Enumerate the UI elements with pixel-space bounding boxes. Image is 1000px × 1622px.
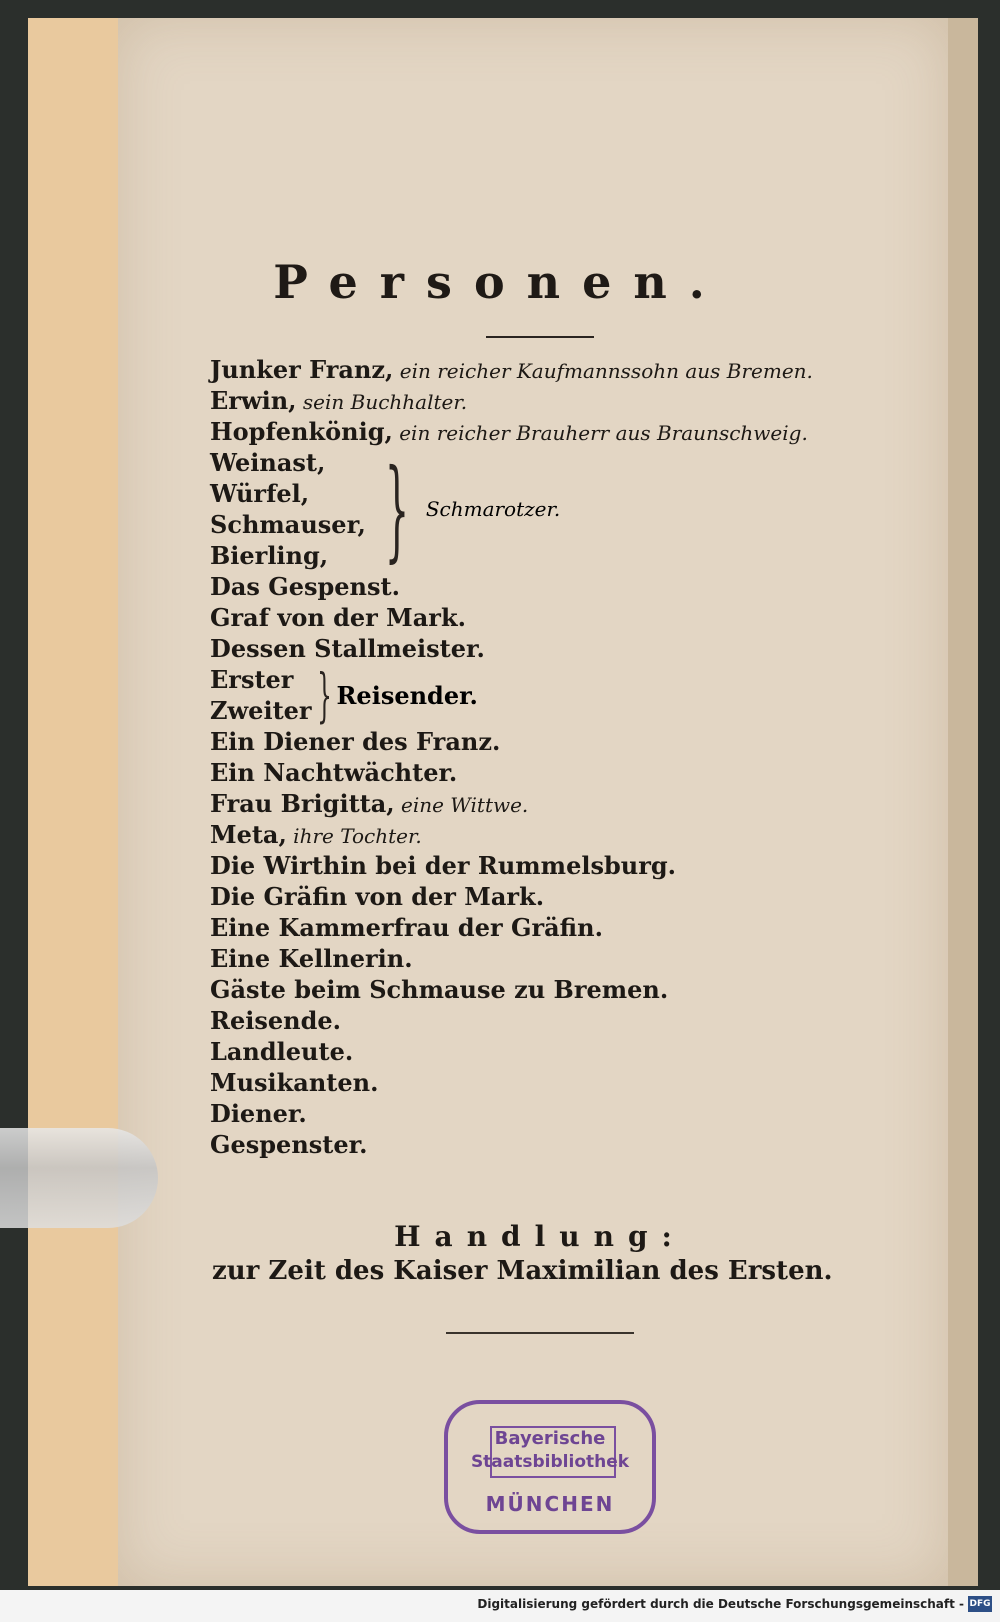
cast-list — [210, 354, 910, 1160]
cast-name: Ein Nachtwächter. — [210, 758, 458, 787]
cast-desc: ein reicher Brauherr aus Braunschweig. — [392, 421, 808, 445]
cast-entry — [210, 943, 910, 974]
handlung-time: zur Zeit des Kaiser Maximilian des Ersten. — [212, 1256, 833, 1286]
handlung-heading: Handlung: — [394, 1220, 686, 1253]
cast-name: Das Gespenst. — [210, 572, 400, 601]
cast-name: Eine Kellnerin. — [210, 944, 413, 973]
cast-entry — [210, 1067, 910, 1098]
cast-name: Gäste beim Schmause zu Bremen. — [210, 975, 669, 1004]
cast-entry — [210, 633, 910, 664]
cast-entry — [210, 974, 910, 1005]
cast-entry — [210, 571, 910, 602]
cast-name: Ein Diener des Franz. — [210, 727, 501, 756]
dfg-logo: DFG — [968, 1596, 992, 1612]
cast-desc: eine Wittwe. — [394, 793, 529, 817]
cast-entry — [210, 850, 910, 881]
stamp-line3: MÜNCHEN — [485, 1492, 615, 1516]
stamp-line2: Staatsbibliothek — [470, 1452, 630, 1472]
cast-entry — [210, 602, 910, 633]
cast-group-schmarotzer — [210, 447, 910, 571]
library-stamp — [444, 1400, 656, 1534]
cast-name: Landleute. — [210, 1037, 354, 1066]
cast-desc: ihre Tochter. — [286, 824, 422, 848]
cast-name: Eine Kammerfrau der Gräfin. — [210, 913, 603, 942]
cast-name: Frau Brigitta, — [210, 789, 395, 818]
cast-entry — [210, 385, 910, 416]
cast-name: Reisende. — [210, 1006, 341, 1035]
group-label: Schmarotzer. — [425, 497, 561, 521]
cast-group-reisender — [210, 661, 910, 729]
cast-entry — [210, 819, 910, 850]
cast-name: Die Wirthin bei der Rummelsburg. — [210, 851, 676, 880]
cast-entry — [210, 1036, 910, 1067]
cast-name: Gespenster. — [210, 1130, 368, 1159]
page-edge-strip — [28, 18, 120, 1586]
cast-entry — [210, 1129, 910, 1160]
stamp-line1: Bayerische — [494, 1428, 606, 1449]
cast-name: Junker Franz, — [210, 355, 394, 384]
cast-desc: ein reicher Kaufmannssohn aus Bremen. — [393, 359, 813, 383]
cast-entry — [210, 354, 910, 385]
cast-name: Hopfenkönig, — [210, 417, 393, 446]
cast-name: Zweiter — [210, 696, 312, 725]
cast-name: Diener. — [210, 1099, 307, 1128]
brace-icon: } — [316, 661, 332, 729]
cast-desc: sein Buchhalter. — [296, 390, 468, 414]
bottom-divider — [446, 1332, 634, 1334]
cast-entry — [210, 1005, 910, 1036]
cast-name: Weinast, — [210, 448, 326, 477]
cast-entry — [210, 416, 910, 447]
cast-entry — [210, 1098, 910, 1129]
footer-credit: Digitalisierung gefördert durch die Deutsche Forschungsgemeinschaft - — [477, 1597, 964, 1611]
cast-name: Bierling, — [210, 541, 329, 570]
cast-name: Dessen Stallmeister. — [210, 634, 485, 663]
group-names — [210, 447, 366, 571]
group-names — [210, 664, 312, 726]
title-divider — [486, 336, 594, 338]
cast-name: Schmauser, — [210, 510, 366, 539]
cast-name: Erster — [210, 665, 294, 694]
page-title: Personen. — [273, 255, 727, 309]
cast-name: Graf von der Mark. — [210, 603, 466, 632]
cast-name: Würfel, — [210, 479, 310, 508]
cast-name: Die Gräfin von der Mark. — [210, 882, 545, 911]
cast-name: Musikanten. — [210, 1068, 379, 1097]
cast-name: Meta, — [210, 820, 287, 849]
page-right-edge — [948, 18, 978, 1586]
cast-entry — [210, 757, 910, 788]
cast-entry — [210, 881, 910, 912]
page-clip — [0, 1128, 158, 1228]
cast-entry — [210, 912, 910, 943]
brace-icon: } — [384, 445, 410, 573]
group-label: Reisender. — [336, 680, 478, 710]
cast-entry — [210, 726, 910, 757]
cast-entry — [210, 788, 910, 819]
cast-name: Erwin, — [210, 386, 297, 415]
